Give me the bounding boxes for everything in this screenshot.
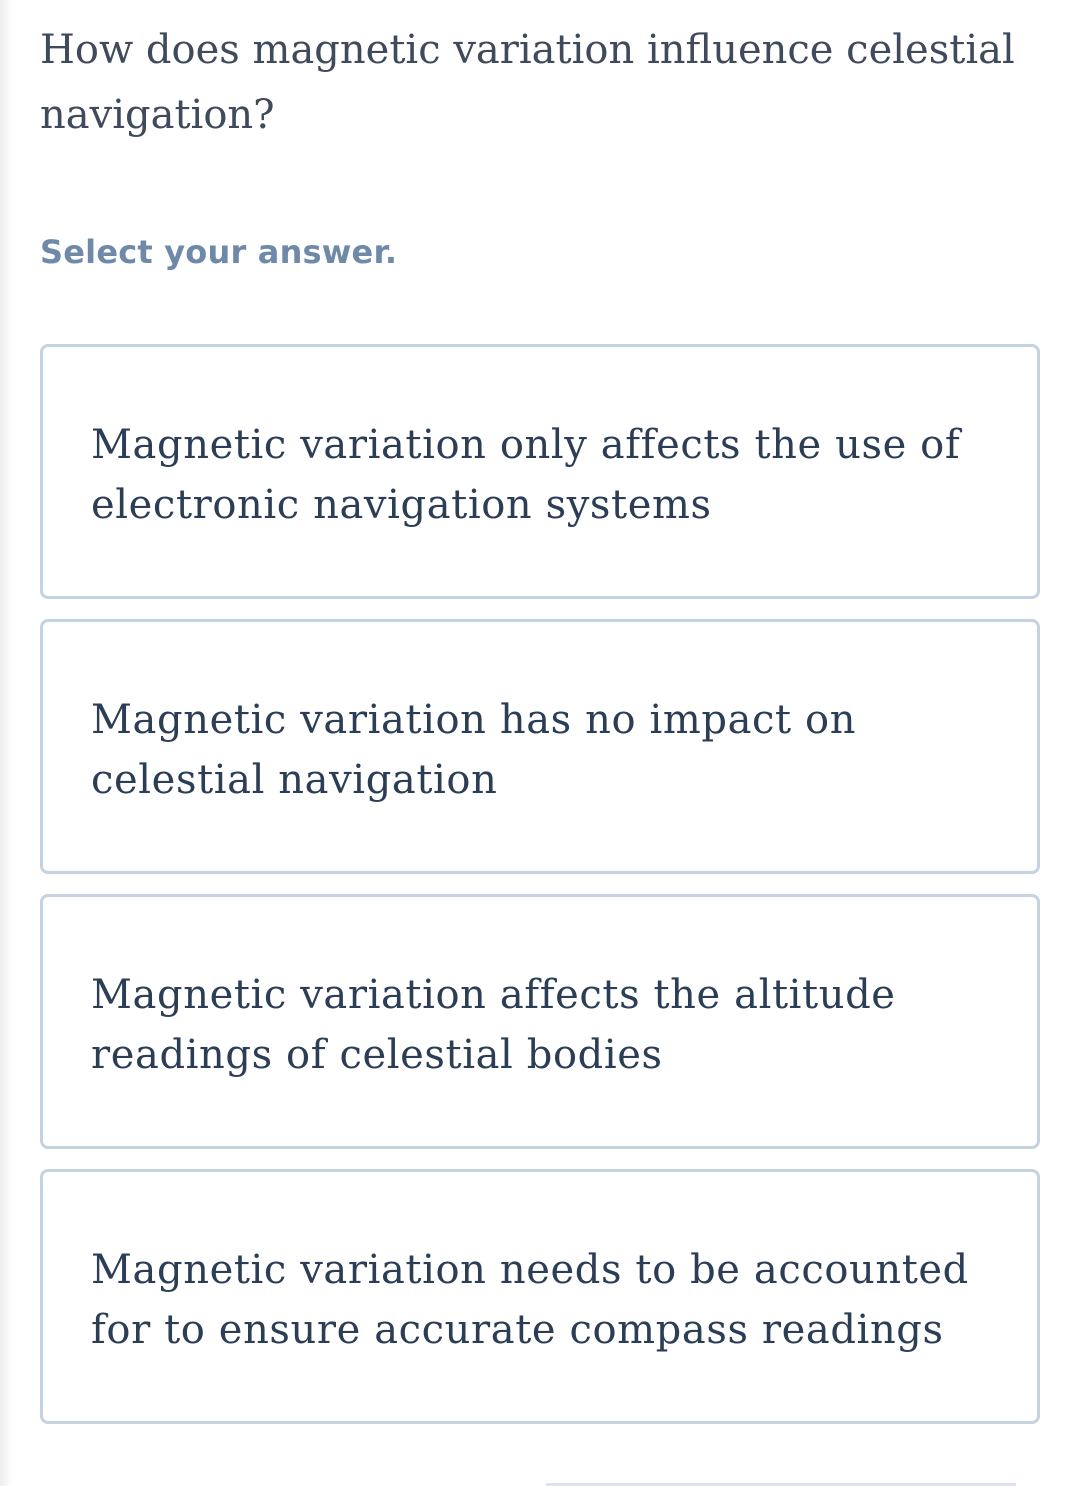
answer-option-label: Magnetic variation only affects the use of electronic navigation systems (91, 422, 961, 528)
answer-option-label: Magnetic variation has no impact on celestial navigation (91, 697, 857, 803)
answer-option-3[interactable] (40, 894, 1040, 1149)
answer-option-label: Magnetic variation affects the altitude readings of celestial bodies (91, 972, 896, 1078)
answer-option-label: Magnetic variation needs to be accounted for to ensure accurate compass readings (91, 1247, 969, 1353)
answer-options (40, 344, 1040, 1444)
answer-prompt: Select your answer. (40, 233, 398, 271)
answer-option-2[interactable] (40, 619, 1040, 874)
answer-option-4[interactable] (40, 1169, 1040, 1424)
answer-option-1[interactable] (40, 344, 1040, 599)
question-text: How does magnetic variation influence celestial navigation? (40, 27, 1015, 138)
left-edge-shadow (0, 0, 12, 1486)
